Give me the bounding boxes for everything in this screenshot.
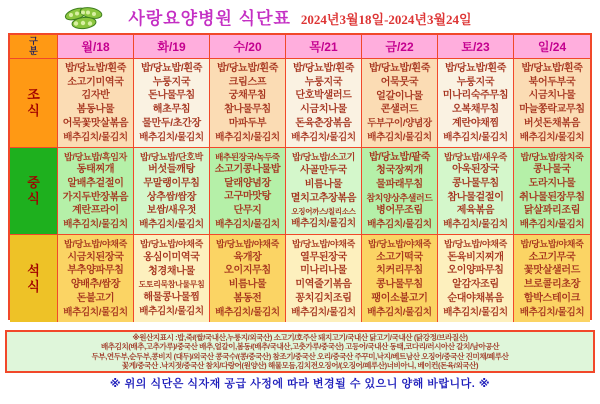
menu-item: 오복채무침	[452, 104, 499, 116]
menu-item: 부추양파무침	[67, 265, 124, 277]
menu-item: 배추김치/물김치	[443, 131, 508, 143]
menu-item: 시금치나물	[300, 104, 347, 116]
menu-item: 무말랭이무침	[143, 177, 200, 189]
menu-cell-breakfast	[58, 59, 134, 148]
menu-item: 옹심이미역국	[143, 252, 200, 264]
menu-table	[8, 33, 592, 320]
menu-item: 돈육춘장볶음	[295, 117, 352, 129]
menu-item: 콩나물국	[533, 164, 571, 176]
menu-item: 밥/당뇨밥/야채죽	[292, 238, 355, 249]
date-range: 2024년3월18일-2024년3월24일	[300, 12, 472, 27]
menu-item: 배추김치/물김치	[63, 218, 128, 230]
menu-item: 밥/당뇨밥/팥죽	[368, 151, 431, 163]
menu-cell-dinner	[58, 235, 134, 322]
menu-item: 누룽지국	[304, 76, 343, 88]
menu-item: 제육볶음	[456, 205, 495, 217]
menu-item: 배추김치/물김치	[291, 131, 356, 143]
menu-item: 시금치된장국	[67, 251, 124, 263]
menu-item: 비름나물	[228, 279, 267, 291]
menu-item: 배추김치/물김치	[519, 131, 585, 143]
menu-item: 함박스테이크	[523, 292, 581, 304]
menu-item: 버섯들깨탕	[148, 164, 195, 176]
menu-item: 계란프라이	[72, 205, 119, 217]
menu-item: 북어두부국	[528, 76, 576, 88]
menu-item: 밥/당뇨밥/흑임자	[64, 151, 127, 162]
menu-cell-lunch	[210, 148, 286, 235]
menu-item: 배추김치/물김치	[139, 218, 204, 230]
menu-item: 봄동나물	[76, 104, 115, 116]
menu-item: 배추김치/물김치	[215, 131, 280, 143]
menu-cell-dinner	[134, 235, 210, 322]
menu-item: 배추김치/물김치	[291, 306, 356, 318]
menu-item: 열무된장국	[300, 251, 347, 263]
menu-item: 배추김치/물김치	[519, 218, 585, 230]
menu-item: 물파래무침	[376, 178, 423, 190]
menu-cell-lunch	[514, 148, 590, 235]
section-label-dinner: 석 식	[10, 235, 58, 322]
menu-item: 밥/당뇨밥/참치죽	[520, 151, 584, 162]
menu-item: 동태찌개	[76, 164, 115, 176]
menu-item: 달래양념장	[224, 177, 271, 189]
menu-item: 밥/당뇨밥/흰죽	[521, 62, 583, 74]
menu-item: 마파두부	[228, 117, 267, 129]
day-header: 수/20	[210, 35, 286, 59]
menu-item: 밥/당뇨밥/흰죽	[140, 62, 203, 74]
origin-info-box	[5, 330, 595, 373]
origin-line: ※원산지표시 :밥,죽/(쌀/국내산,누룽지/외국산) 소고기/호주산 돼지고기/국내산 닭고기/국내산 (닭강정/브라질산)	[132, 333, 468, 342]
menu-item: 배추김치/물김치	[443, 218, 508, 230]
menu-item: 브로콜리초장	[523, 279, 581, 291]
menu-item: 참나물겉절이	[447, 191, 504, 203]
day-header: 토/23	[438, 35, 514, 59]
menu-item: 알배추겉절이	[67, 177, 124, 189]
day-header: 화/19	[134, 35, 210, 59]
menu-cell-lunch	[58, 148, 134, 235]
menu-cell-breakfast	[362, 59, 438, 148]
menu-item: 팽이소불고기	[371, 292, 428, 304]
menu-item: 청경채나물	[148, 266, 195, 278]
day-header: 월/18	[58, 35, 134, 59]
menu-item: 누룽지국	[456, 76, 495, 88]
menu-cell-lunch	[362, 148, 438, 235]
menu-item: 꽃맛살샐러드	[523, 265, 581, 277]
menu-item: 가지두반장볶음	[62, 191, 129, 203]
menu-item: 얼갈이나물	[376, 90, 423, 102]
menu-item: 돈육비지찌개	[447, 251, 504, 263]
menu-item: 밥/당뇨밥/단호박	[140, 151, 203, 162]
menu-item: 시금치나물	[528, 90, 576, 102]
menu-item: 소고기떡국	[376, 251, 423, 263]
menu-cell-dinner	[362, 235, 438, 322]
menu-item: 멸치고추장볶음	[290, 192, 357, 204]
pea-pods-icon	[62, 4, 106, 34]
menu-item: 밥/당뇨밥/야채죽	[368, 238, 431, 249]
menu-item: 배추김치/물김치	[139, 306, 204, 318]
menu-item: 미나리숙주무침	[442, 90, 509, 102]
menu-item: 밥/당뇨밥/흰죽	[216, 62, 279, 74]
menu-cell-lunch	[438, 148, 514, 235]
menu-item: 마늘쫑락교무침	[519, 104, 585, 116]
menu-item: 밥/당뇨밥/흰죽	[64, 62, 127, 74]
menu-cell-breakfast	[134, 59, 210, 148]
menu-item: 도라지나물	[528, 177, 576, 189]
menu-item: 밥/당뇨밥/야채죽	[64, 238, 127, 249]
menu-item: 오징어까스/칠리소스	[291, 206, 356, 216]
menu-item: 봄동전	[233, 292, 262, 304]
menu-item: 밥/당뇨밥/소고기	[292, 151, 355, 162]
menu-item: 아욱된장국	[452, 164, 499, 176]
menu-item: 비름나물	[304, 178, 343, 190]
menu-item: 배추김치/물김치	[443, 306, 508, 318]
day-header: 금/22	[362, 35, 438, 59]
menu-item: 참치양상추샐러드	[366, 192, 433, 203]
menu-cell-lunch	[134, 148, 210, 235]
menu-cell-dinner	[438, 235, 514, 322]
menu-item: 배추된장국/녹두죽	[215, 151, 280, 162]
menu-item: 청국장찌개	[376, 165, 423, 177]
menu-item: 밥/당뇨밥/야채죽	[520, 238, 584, 249]
menu-item: 누룽지국	[152, 76, 191, 88]
menu-item: 콘샐러드	[380, 104, 419, 116]
menu-cell-dinner	[514, 235, 590, 322]
menu-cell-dinner	[210, 235, 286, 322]
menu-item: 사골만두국	[300, 164, 347, 176]
day-header: 목/21	[286, 35, 362, 59]
menu-item: 콩나물무침	[376, 279, 423, 291]
menu-item: 닭살꽈리조림	[523, 205, 581, 217]
menu-item: 고구마맛탕	[224, 191, 271, 203]
section-label-lunch: 중 식	[10, 148, 58, 235]
menu-item: 계란야채찜	[452, 117, 499, 129]
menu-item: 배추김치/물김치	[367, 218, 432, 230]
menu-item: 크림스프	[228, 76, 267, 88]
menu-item: 배추김치/물김치	[63, 131, 128, 143]
menu-item: 밥/당뇨밥/야채죽	[216, 238, 279, 249]
menu-item: 취나물된장무침	[519, 191, 585, 203]
menu-item: 버섯돈채볶음	[523, 117, 581, 129]
menu-item: 병어무조림	[376, 205, 423, 217]
menu-item: 해초무침	[152, 104, 191, 116]
menu-item: 배추김치/물김치	[215, 306, 280, 318]
menu-item: 참나물무침	[224, 104, 271, 116]
menu-cell-dinner	[286, 235, 362, 322]
menu-item: 치커리무침	[376, 265, 423, 277]
menu-item: 궁채무침	[228, 90, 267, 102]
menu-item: 어묵꽃맛살볶음	[62, 117, 129, 129]
menu-item: 단무지	[233, 205, 262, 216]
menu-item: 오이양파무침	[447, 265, 504, 277]
menu-item: 밥/당뇨밥/흰죽	[444, 62, 507, 74]
menu-cell-breakfast	[514, 59, 590, 148]
page-title: 사랑요양병원 식단표	[128, 9, 291, 28]
menu-cell-breakfast	[438, 59, 514, 148]
menu-item: 해물콩나물찜	[143, 292, 200, 304]
menu-item: 보쌈/새우젓	[146, 205, 197, 217]
menu-item: 어묵뭇국	[380, 76, 419, 88]
day-header: 일/24	[514, 35, 590, 59]
menu-item: 밥/당뇨밥/흰죽	[368, 62, 431, 74]
menu-item: 두부구이/양념장	[367, 118, 432, 130]
menu-item: 도토리묵참나물무침	[138, 280, 205, 290]
menu-item: 육개장	[233, 251, 262, 263]
menu-item: 꽁치김치조림	[295, 292, 352, 304]
menu-item: 콩나물무침	[452, 177, 499, 189]
menu-cell-breakfast	[210, 59, 286, 148]
menu-item: 밥/당뇨밥/야채죽	[444, 238, 507, 249]
menu-item: 상추쌈/쌈장	[146, 191, 197, 203]
menu-item: 배추김치/물김치	[367, 306, 432, 318]
menu-item: 소고기콩나물밥	[214, 163, 281, 175]
origin-line: 두부,연두부,순두부,콩비지 (대두)/외국산 콩국수/(콩/중국산) 참조기/중국산 오리/중국산 주꾸미,낙지/베트남산 오징어/중국산 진미채/페루산	[91, 351, 509, 361]
menu-item: 알감자조림	[452, 279, 499, 291]
menu-item: 소고기무국	[528, 251, 576, 263]
menu-item: 소고기미역국	[67, 76, 124, 88]
menu-item: 밥/당뇨밥/흰죽	[292, 62, 355, 74]
menu-item: 단호박샐러드	[295, 90, 352, 102]
menu-item: 돈나물무침	[148, 90, 195, 102]
origin-line: 배추김치(배추,고추가루)/중국산 배추,얼갈이,봄동/(배추/국내산,고춧가루/중국산) 고등어/국내산 동태,코다리/러시아산 갈치/남아공산	[100, 342, 500, 352]
change-notice: ※ 위의 식단은 식자재 공급 사정에 따라 변경될 수 있으니 양해 바랍니다. ※	[109, 378, 491, 390]
page-header	[0, 4, 600, 32]
menu-item: 미나리나물	[300, 265, 347, 277]
menu-item: 물만두/초간장	[142, 117, 201, 129]
menu-item: 밥/당뇨밥/새우죽	[444, 151, 507, 162]
menu-item: 배추김치/물김치	[519, 306, 585, 318]
menu-item: 김자반	[81, 90, 110, 102]
menu-item: 미역줄기볶음	[295, 279, 352, 291]
menu-item: 오이지무침	[224, 265, 271, 277]
menu-cell-lunch	[286, 148, 362, 235]
menu-item: 양배추/쌈장	[70, 279, 121, 291]
menu-item: 배추김치/물김치	[139, 131, 204, 143]
menu-item: 배추김치/물김치	[367, 131, 432, 143]
menu-item: 순대야채볶음	[447, 292, 504, 304]
menu-item: 밥/당뇨밥/야채죽	[140, 239, 203, 250]
menu-item: 배추김치/물김치	[215, 218, 280, 230]
origin-line: 꽃게/중국산 .낙지젓/중국산 참치/다랑어(원양산) 해물모듬,김치전오징어/(오징어/페루산)너비아니, 베이컨(돈육/외국산)	[121, 360, 479, 370]
menu-cell-breakfast	[286, 59, 362, 148]
corner-label: 구 분	[10, 35, 58, 59]
menu-item: 배추김치/물김치	[291, 218, 356, 230]
menu-item: 돈불고기	[76, 292, 115, 304]
menu-item: 배추김치/물김치	[63, 306, 128, 318]
section-label-breakfast: 조 식	[10, 59, 58, 148]
